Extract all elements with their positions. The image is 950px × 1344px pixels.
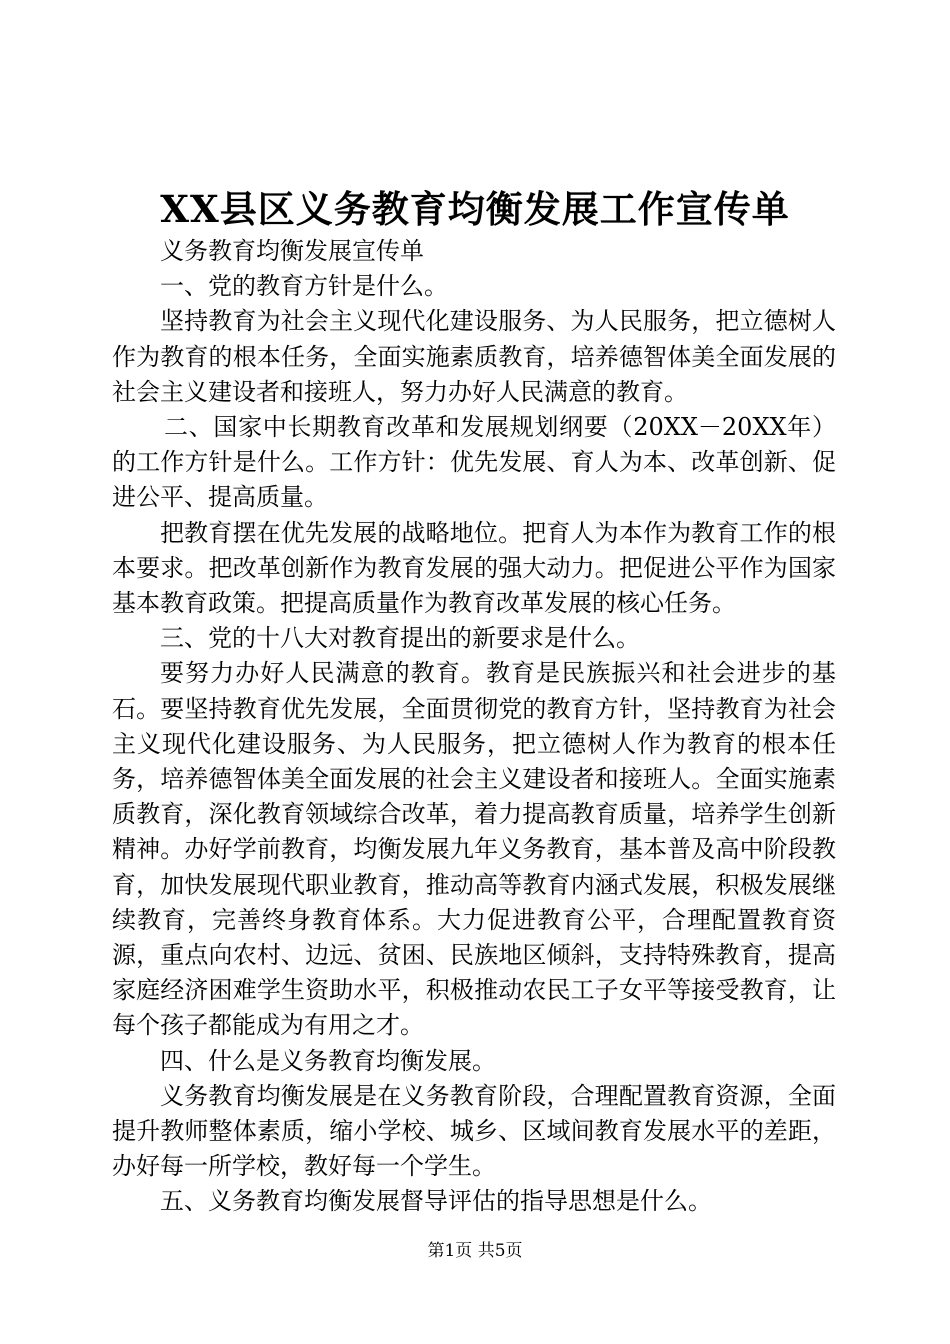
paragraph-heading-3: 三、党的十八大对教育提出的新要求是什么。	[160, 624, 640, 653]
paragraph-subtitle: 义务教育均衡发展宣传单	[160, 237, 424, 265]
document-body	[112, 234, 836, 1220]
paragraph-heading-5: 五、义务教育均衡发展督导评估的指导思想是什么。	[160, 1187, 712, 1216]
paragraph-heading-4: 四、什么是义务教育均衡发展。	[160, 1046, 496, 1075]
paragraph-body-2: 把教育摆在优先发展的战略地位。把育人为本作为教育工作的根本要求。把改革创新作为教育发展的强大动力。把促进公平作为国家基本教育政策。把提高质量作为教育改革发展的核心任务。	[112, 518, 836, 618]
paragraph-body-4: 义务教育均衡发展是在义务教育阶段，合理配置教育资源，全面提升教师整体素质，缩小学校、城乡、区域间教育发展水平的差距，办好每一所学校，教好每一个学生。	[112, 1081, 836, 1181]
paragraph-body-1: 坚持教育为社会主义现代化建设服务、为人民服务，把立德树人作为教育的根本任务，全面实施素质教育，培养德智体美全面发展的社会主义建设者和接班人，努力办好人民满意的教育。	[112, 307, 836, 406]
page-number-footer: 第1页 共5页	[427, 1241, 523, 1261]
paragraph-heading-2: 二、国家中长期教育改革和发展规划纲要（20XX－20XX年）的工作方针是什么。工作方针：优先发展、育人为本、改革创新、促进公平、提高质量。	[112, 413, 836, 512]
paragraph-body-3: 要努力办好人民满意的教育。教育是民族振兴和社会进步的基石。要坚持教育优先发展，全面贯彻党的教育方针，坚持教育为社会主义现代化建设服务、为人民服务，把立德树人作为教育的根本任务，培养德智体美全面发展的社会主义建设者和接班人。全面实施素质教育，深化教育领域综合改革，着力提高教育质量，培养学生创新精神。办好学前教育，均衡发展九年义务教育，基本普及高中阶段教育，加快发展现代职业教育，推动高等教育内涵式发展，积极发展继续教育，完善终身教育体系。大力促进教育公平，合理配置教育资源，重点向农村、边远、贫困、民族地区倾斜，支持特殊教育，提高家庭经济困难学生资助水平，积极推动农民工子女平等接受教育，让每个孩子都能成为有用之才。	[112, 659, 836, 1040]
paragraph-heading-1: 一、党的教育方针是什么。	[160, 272, 448, 301]
document-title: XX县区义务教育均衡发展工作宣传单	[160, 187, 790, 231]
